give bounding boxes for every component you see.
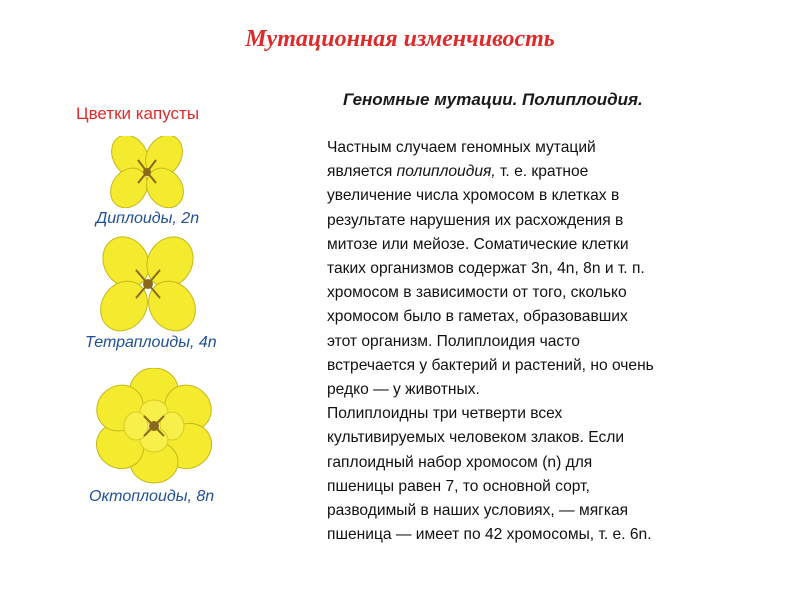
left-heading: Цветки капусты [76, 104, 200, 123]
tetraploid-flower-icon [92, 236, 204, 332]
diploid-label: Диплоиды, 2n [96, 210, 200, 227]
paragraph-2: Полиплоидны три четверти всех культивируемых человеком злаков. Если гаплоидный набор хромосом (n) для пшеницы равен 7, то основной сорт, разводимый в наших условиях, — мягкая пшеница — имеет по 42 хромосомы, т. е. 6n. [327, 405, 652, 544]
octoploid-flower-icon [90, 368, 218, 484]
tetraploid-label: Тетраплоиды, 4n [85, 334, 217, 351]
paragraph-1-end: т. е. кратное увеличение числа хромосом в клетках в результате нарушения их расхождения в митозе или мейозе. Соматические клетки таких организмов содержат 3n, 4n, 8n и т. п. хромосом в зависимости от того, сколько хромосом было в гаметах, образовавших этот организм. Полиплоидия часто встречается у бактерий и растений, но очень редко — у животных. [327, 163, 654, 399]
slide-title: Мутационная изменчивость [245, 26, 555, 52]
paragraph-1-start: Частным случаем геномных мутаций является [327, 139, 596, 181]
polyploidy-term: полиплоидия, [396, 163, 496, 181]
diploid-flower-icon [100, 136, 194, 208]
octoploid-label: Октоплоиды, 8n [89, 488, 215, 505]
body-text [327, 136, 747, 547]
section-heading: Геномные мутации. Полиплоидия. [343, 90, 643, 109]
